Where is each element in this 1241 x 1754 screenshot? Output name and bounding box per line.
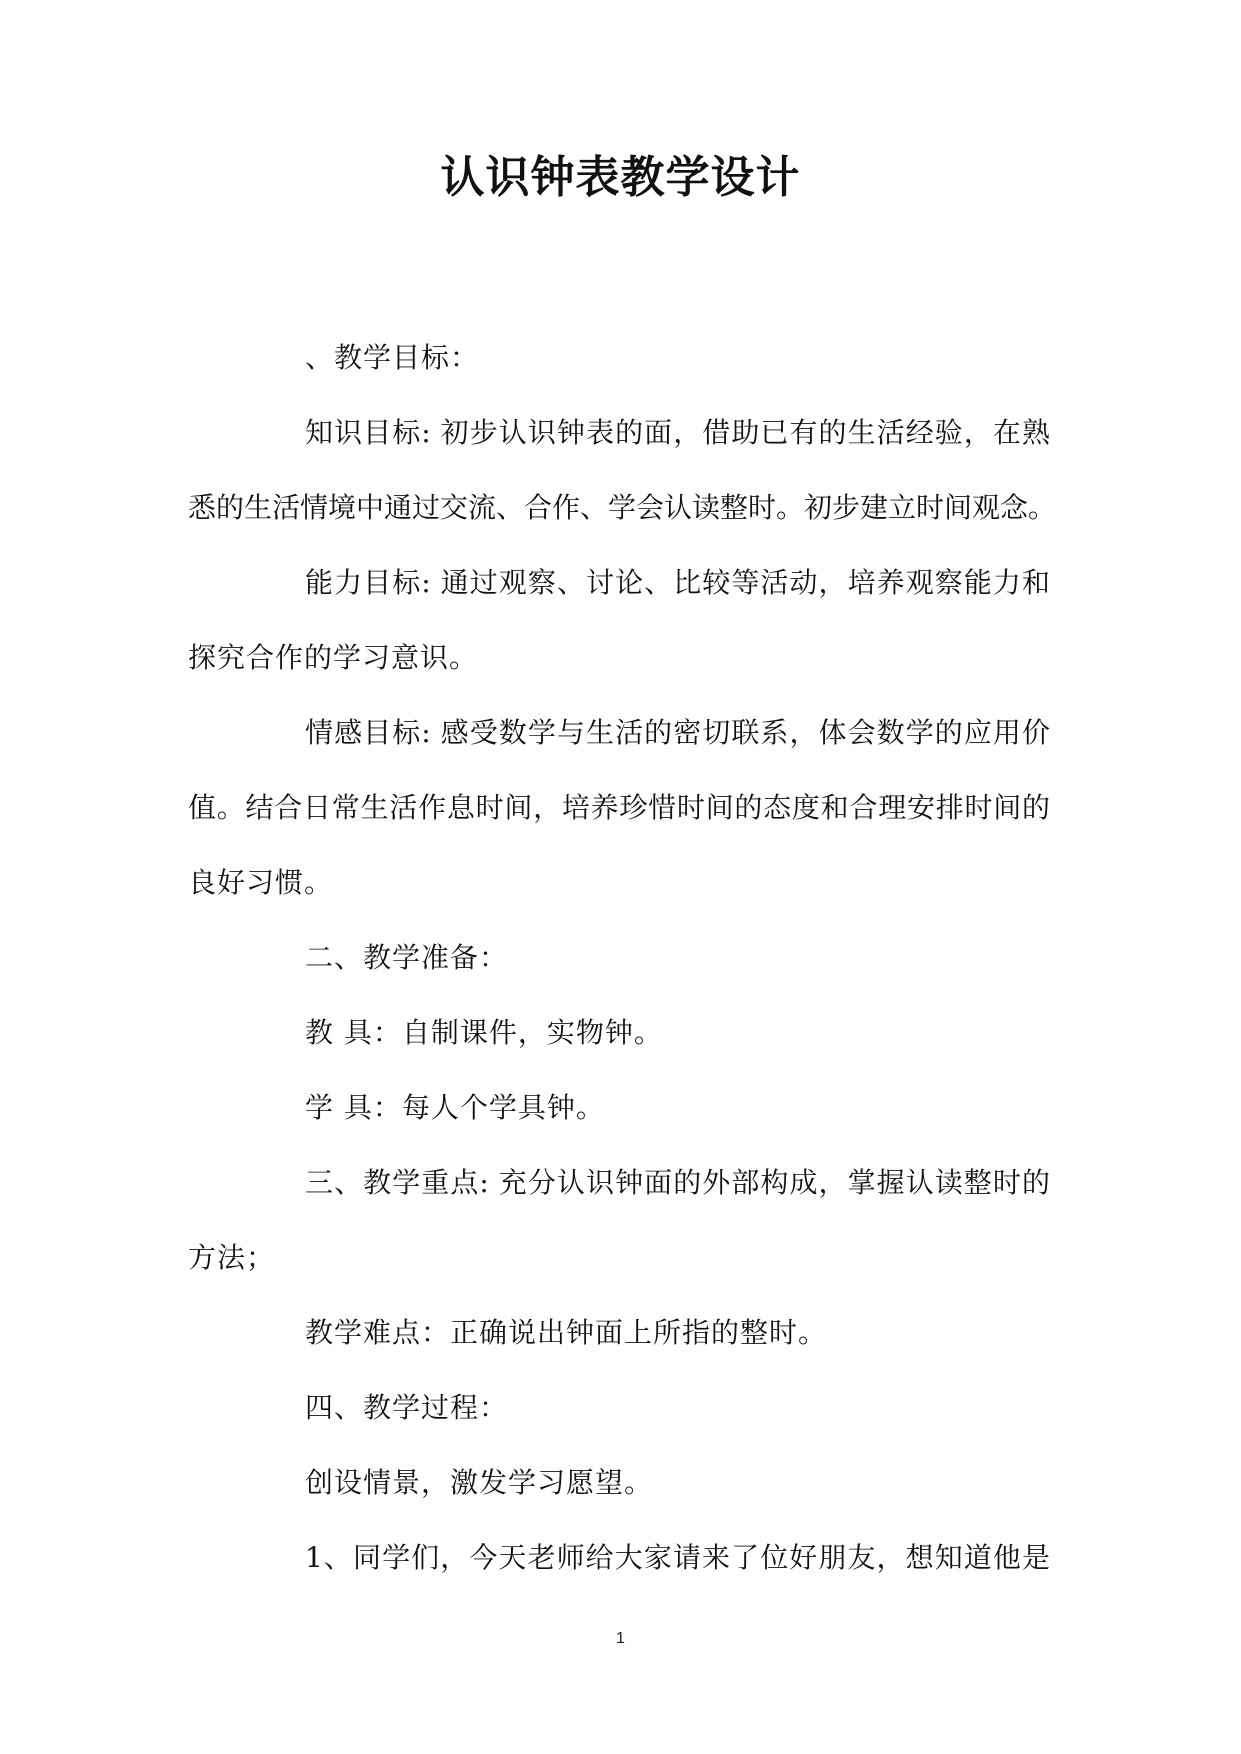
paragraph-line: 探究合作的学习意识。 xyxy=(188,641,479,674)
paragraph-line: 悉的生活情境中通过交流、合作、学会认读整时。初步建立时间观念。 xyxy=(188,491,1057,524)
paragraph-line: 1、同学们，今天老师给大家请来了位好朋友，想知道他是 xyxy=(305,1541,1050,1574)
paragraph-line: 知识目标: 初步认识钟表的面，借助已有的生活经验，在熟 xyxy=(305,416,1050,449)
section-heading-objectives: 、教学目标： xyxy=(305,341,480,374)
paragraph-line: 教学难点：正确说出钟面上所指的整时。 xyxy=(305,1316,828,1349)
paragraph-line: 学 具：每人个学具钟。 xyxy=(305,1091,605,1124)
page-title: 认识钟表教学设计 xyxy=(440,152,801,203)
paragraph-line: 能力目标: 通过观察、讨论、比较等活动，培养观察能力和 xyxy=(305,566,1050,599)
section-heading-process: 四、教学过程： xyxy=(305,1391,509,1424)
page-number: 1 xyxy=(616,1630,625,1647)
paragraph-line: 情感目标: 感受数学与生活的密切联系，体会数学的应用价 xyxy=(305,716,1050,749)
paragraph-line: 教 具：自制课件，实物钟。 xyxy=(305,1016,663,1049)
section-heading-preparation: 二、教学准备： xyxy=(305,941,509,974)
paragraph-line: 良好习惯。 xyxy=(188,866,334,899)
paragraph-line: 方法； xyxy=(188,1241,276,1274)
section-heading-key-points: 三、教学重点: 充分认识钟面的外部构成，掌握认读整时的 xyxy=(305,1166,1050,1199)
paragraph-line: 值。结合日常生活作息时间，培养珍惜时间的态度和合理安排时间的 xyxy=(188,791,1050,824)
paragraph-line: 创设情景，激发学习愿望。 xyxy=(305,1466,654,1499)
